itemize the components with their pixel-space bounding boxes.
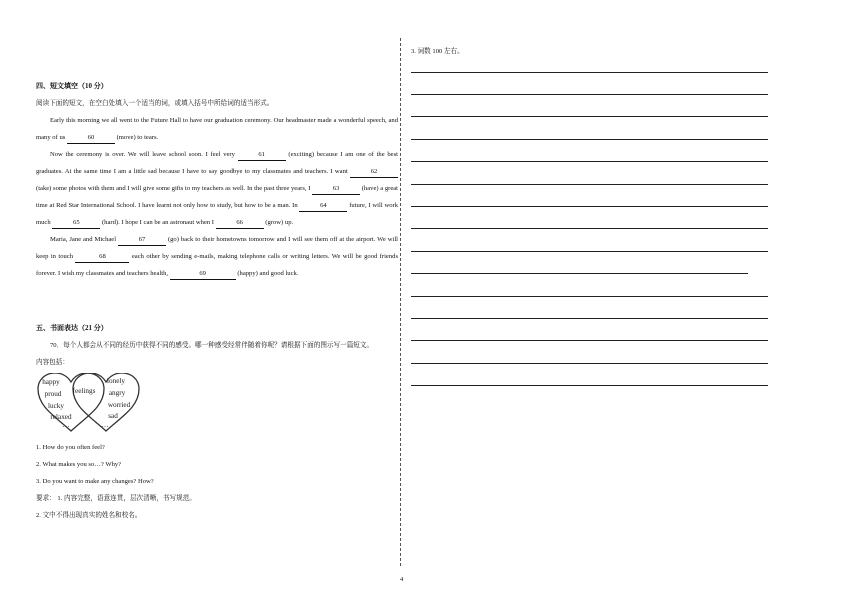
heart-left-word-5: … bbox=[62, 421, 70, 429]
question-2: 2. What makes you so…? Why? bbox=[36, 461, 122, 468]
heart-right-word-1: lonely bbox=[107, 377, 125, 385]
content-label: 内容包括： bbox=[36, 359, 69, 366]
heart-center-word: feelings bbox=[72, 387, 96, 395]
column-divider bbox=[400, 38, 402, 566]
blank-69[interactable]: 69 bbox=[170, 269, 236, 280]
section4-instruction: 阅读下面的短文，在空白处填入一个适当的词，或填入括号中所给词的适当形式。 bbox=[36, 100, 274, 107]
heart-right-word-4: sad bbox=[108, 412, 118, 420]
page-number: 4 bbox=[400, 576, 404, 583]
writing-line[interactable] bbox=[411, 273, 748, 274]
section5-title: 五、书面表达（21 分） bbox=[36, 324, 108, 332]
heart-left-word-3: lucky bbox=[48, 402, 64, 410]
section4-title: 四、短文填空（10 分） bbox=[36, 82, 108, 90]
feelings-hearts-diagram bbox=[36, 373, 146, 433]
writing-line[interactable] bbox=[411, 161, 768, 162]
writing-line[interactable] bbox=[411, 363, 768, 364]
blank-68[interactable]: 68 bbox=[75, 252, 129, 263]
question-1: 1. How do you often feel? bbox=[36, 444, 105, 451]
heart-right-word-5: … bbox=[101, 421, 109, 429]
heart-left-word-1: happy bbox=[42, 378, 60, 386]
question-3: 3. Do you want to make any changes? How? bbox=[36, 478, 154, 485]
blank-66[interactable]: 66 bbox=[216, 218, 264, 229]
left-column bbox=[36, 78, 398, 524]
requirement-2: 2. 文中不得出现真实的姓名和校名。 bbox=[36, 512, 142, 519]
writing-line[interactable] bbox=[411, 139, 768, 140]
blank-61[interactable]: 61 bbox=[238, 150, 286, 161]
writing-line[interactable] bbox=[411, 206, 768, 207]
writing-prompt: 70．每个人都会从不同的经历中获得不同的感受。哪一种感受经常伴随着你呢？请根据下面的图示写一篇短文。 bbox=[50, 342, 374, 349]
writing-line[interactable] bbox=[411, 340, 768, 341]
writing-line[interactable] bbox=[411, 116, 768, 117]
writing-line[interactable] bbox=[411, 94, 768, 95]
requirement-3: 3. 词数 100 左右。 bbox=[411, 48, 464, 55]
blank-67[interactable]: 67 bbox=[118, 235, 166, 246]
passage-paragraph-3: Maria, Jane and Michael 67 (go) back to their hometowns tomorrow and I will see them off at the airport. We will keep in touch 68 each other by sending e-mails, making telephone calls or writing letters. We will be good friends forever. I wish my classmates and teachers health, 69 (happy) and good luck. bbox=[36, 231, 398, 282]
writing-line[interactable] bbox=[411, 72, 768, 73]
heart-right-word-2: angry bbox=[108, 389, 126, 397]
right-column bbox=[411, 45, 769, 55]
writing-line[interactable] bbox=[411, 228, 768, 229]
writing-line[interactable] bbox=[411, 318, 768, 319]
heart-left-word-4: relaxed bbox=[50, 413, 72, 421]
hearts-illustration bbox=[36, 373, 146, 433]
heart-left-word-2: proud bbox=[44, 390, 62, 398]
passage-paragraph-1: Early this morning we all went to the Future Hall to have our graduation ceremony. Our headmaster made a wonderful speech, and many of us 60 (move) to tears. bbox=[36, 112, 398, 146]
writing-line[interactable] bbox=[411, 385, 768, 386]
blank-64[interactable]: 64 bbox=[299, 201, 347, 212]
blank-60[interactable]: 60 bbox=[67, 133, 115, 144]
blank-63[interactable]: 63 bbox=[312, 184, 360, 195]
blank-65[interactable]: 65 bbox=[52, 218, 100, 229]
requirement-1: 要求： 1. 内容完整，语意连贯，层次清晰，书写规范。 bbox=[36, 495, 196, 502]
passage-paragraph-2: Now the ceremony is over. We will leave school soon. I feel very 61 (exciting) because I am one of the best graduates. At the same time I am a little sad because I have to say goodbye to my classmates and teachers. I want 62 (take) some photos with them and I will give some gifts to my teachers as well. In the past three years, I 63 (have) a great time at Red Star International School. I have learnt not only how to study, but how to be a man. In 64 future, I will work much 65 (hard). I hope I can be an astronaut when I 66 (grow) up. bbox=[36, 146, 398, 231]
blank-62[interactable]: 62 bbox=[350, 167, 398, 178]
writing-line[interactable] bbox=[411, 184, 768, 185]
heart-right-word-3: worried bbox=[107, 401, 131, 409]
writing-line[interactable] bbox=[411, 251, 768, 252]
writing-line[interactable] bbox=[411, 296, 768, 297]
